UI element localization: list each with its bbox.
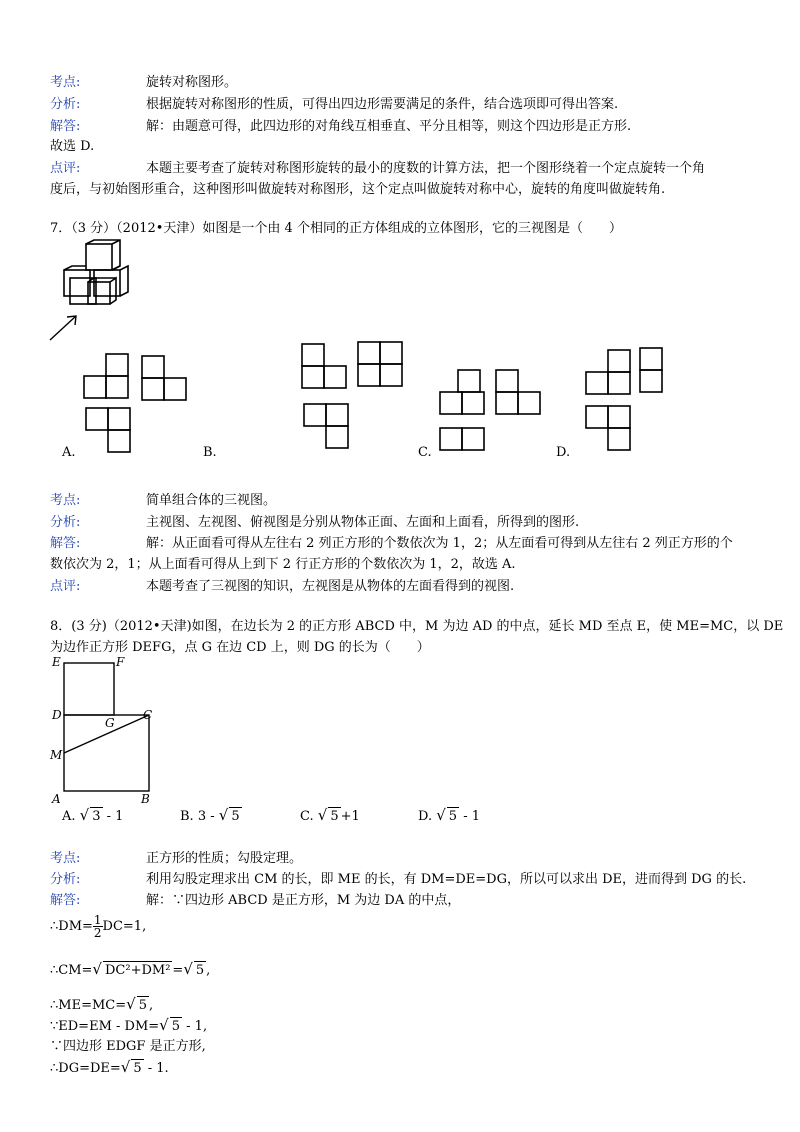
dianping-text-6-line1: 本题主要考查了旋转对称图形旋转的最小的度数的计算方法，把一个图形绕着一个定点旋转一个角 (146, 161, 706, 176)
solution-step-2: ∴CM=√ DC²+DM² =√ 5 , (50, 960, 211, 978)
q8-option-d-label: D. (418, 809, 433, 824)
solution-step-1 (50, 914, 146, 939)
q8-option-a-tail: - 1 (102, 809, 124, 824)
step-2-radicand-2: 5 (195, 963, 205, 978)
step-3-head: ∴ME=MC= (50, 998, 127, 1013)
dianping-label-7: 点评: (50, 579, 81, 594)
q8-option-b-label: B. (180, 809, 194, 824)
q7-option-c-label: C. (418, 445, 432, 460)
q7-stem: 7．（3 分）（2012•天津）如图是一个由 4 个相同的正方体组成的立体图形，它的三视图是（ ） (50, 221, 622, 236)
q8-option-c: C. √ 5 +1 (300, 806, 360, 824)
fraction-denominator: 2 (93, 926, 102, 940)
fenxi-label-7: 分析: (50, 515, 81, 530)
q8-option-d-radicand: 5 (448, 809, 458, 824)
q7-option-c-views (440, 370, 550, 460)
step-6-head: ∴DG=DE= (50, 1061, 121, 1076)
jieda-label-6: 解答: (50, 119, 81, 134)
q8-option-c-tail: +1 (340, 809, 360, 824)
step-1-head: ∴DM= (50, 919, 93, 934)
kaodian-text-7: 简单组合体的三视图。 (146, 493, 277, 508)
fenxi-text-6: 根据旋转对称图形的性质，可得出四边形需要满足的条件，结合选项即可得出答案. (146, 97, 619, 112)
q8-option-a-label: A. (62, 809, 76, 824)
q8-option-a-radicand: 3 (92, 809, 101, 824)
q8-option-b-radicand: 5 (231, 809, 240, 824)
jieda-text-7-line2: 数依次为 2，1；从上面看可得从上到下 2 行正方形的个数依次为 1，2，故选 A. (50, 557, 516, 572)
q8-geometry-figure (48, 655, 158, 805)
step-1-tail: DC=1, (102, 919, 147, 934)
step-4-radicand: 5 (171, 1019, 181, 1034)
q8-option-d: D. √ 5 - 1 (418, 806, 481, 824)
dianping-label-6: 点评: (50, 161, 81, 176)
q7-option-a-views (84, 354, 194, 454)
q8-option-b-head: 3 - (197, 809, 219, 824)
q7-option-d-label: D. (556, 445, 571, 460)
q7-option-b-label: B. (203, 445, 217, 460)
q8-option-d-tail: - 1 (459, 809, 481, 824)
jieda-label-8: 解答: (50, 893, 81, 908)
q7-option-d-views (584, 346, 674, 456)
jieda-text-7-line1: 解：从正面看可得从左往右 2 列正方形的个数依次为 1，2；从左面看可得到从左往右 2 列正方形的个 (146, 536, 733, 551)
jieda-text-8: 解：∵四边形 ABCD 是正方形，M 为边 DA 的中点， (146, 893, 461, 908)
step-4-tail: - 1, (182, 1019, 208, 1034)
point-g-label: G (105, 716, 115, 730)
step-2-equals: = (172, 963, 184, 978)
q8-stem-line1: 8．(3 分)（2012•天津)如图，在边长为 2 的正方形 ABCD 中，M 为边 AD 的中点，延长 MD 至点 E，使 ME=MC，以 DE (50, 619, 784, 634)
kaodian-label-8: 考点: (50, 851, 81, 866)
jieda-text-6: 解：由题意可得，此四边形的对角线互相垂直、平分且相等，则这个四边形是正方形. (146, 119, 632, 134)
q8-option-c-label: C. (300, 809, 314, 824)
q8-stem-line2: 为边作正方形 DEFG，点 G 在边 CD 上，则 DG 的长为（ ） (50, 640, 430, 655)
step-4-head: ∵ED=EM - DM= (50, 1019, 160, 1034)
step-3-radicand: 5 (138, 998, 147, 1013)
fenxi-label-8: 分析: (50, 872, 81, 887)
step-2-head: ∴CM= (50, 963, 93, 978)
q8-option-a: A. √ 3 - 1 (62, 806, 124, 824)
point-c-label: C (143, 708, 153, 722)
kaodian-text-6: 旋转对称图形。 (146, 75, 238, 90)
point-f-label: F (116, 655, 125, 669)
q8-option-b: B. 3 - √ 5 (180, 806, 240, 824)
point-b-label: B (141, 792, 150, 806)
fenxi-text-8: 利用勾股定理求出 CM 的长，即 ME 的长，有 DM=DE=DG，所以可以求出 DE，进而得到 DG 的长. (146, 872, 747, 887)
fenxi-text-7: 主视图、左视图、俯视图是分别从物体正面、左面和上面看，所得到的图形. (146, 515, 580, 530)
q7-cube-figure (50, 240, 140, 345)
solution-step-3: ∴ME=MC=√ 5 , (50, 995, 154, 1013)
kaodian-text-8: 正方形的性质；勾股定理。 (146, 851, 303, 866)
q8-option-c-radicand: 5 (330, 809, 339, 824)
fraction-one-half (93, 914, 103, 939)
dianping-text-6-line2: 度后，与初始图形重合，这种图形叫做旋转对称图形，这个定点叫做旋转对称中心，旋转的角度叫做旋转角. (50, 182, 666, 197)
point-a-label: A (52, 792, 61, 806)
point-e-label: E (52, 655, 61, 669)
step-2-tail: , (206, 963, 211, 978)
solution-step-4: ∵ED=EM - DM=√ 5 - 1, (50, 1016, 208, 1034)
step-3-tail: , (148, 998, 154, 1013)
kaodian-label-6: 考点: (50, 75, 81, 90)
q7-option-a-label: A. (62, 445, 76, 460)
fenxi-label-6: 分析: (50, 97, 81, 112)
kaodian-label-7: 考点: (50, 493, 81, 508)
solution-step-5: ∵四边形 EDGF 是正方形, (50, 1039, 206, 1054)
answer-line-6: 故选 D. (50, 139, 95, 154)
fraction-numerator: 1 (93, 913, 102, 927)
dianping-text-7: 本题考查了三视图的知识，左视图是从物体的左面看得到的视图. (146, 579, 515, 594)
solution-step-6: ∴DG=DE=√ 5 - 1. (50, 1058, 169, 1076)
step-6-tail: - 1. (143, 1061, 169, 1076)
jieda-label-7: 解答: (50, 536, 81, 551)
q7-option-b-views (300, 342, 410, 452)
arrow-icon (50, 316, 76, 340)
point-d-label: D (52, 708, 62, 722)
point-m-label: M (50, 748, 63, 762)
step-6-radicand: 5 (133, 1061, 142, 1076)
step-2-radicand: DC²+DM² (104, 963, 171, 978)
